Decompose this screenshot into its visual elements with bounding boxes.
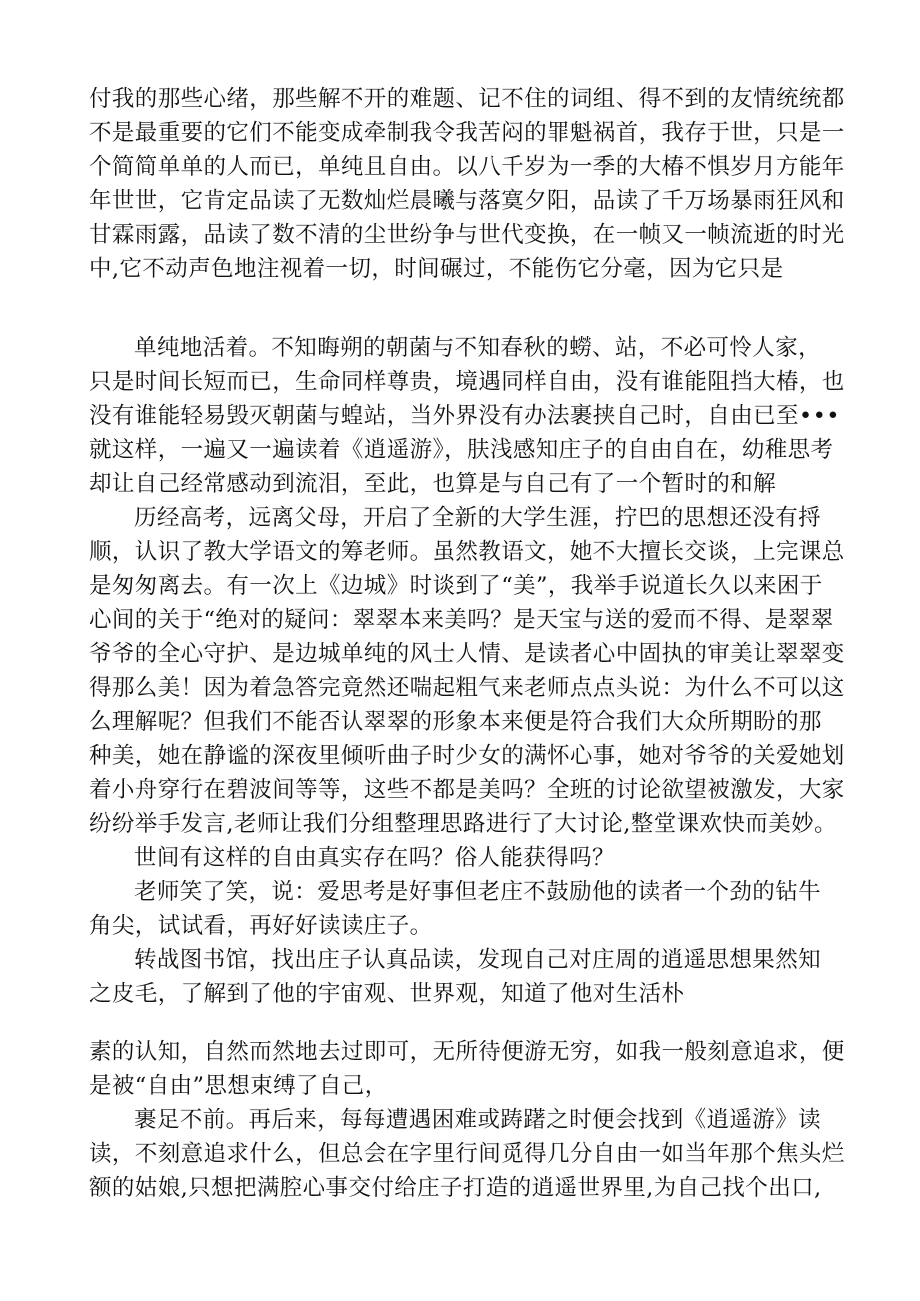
text-line: 是被“自由”思想束缚了自己， [89,1073,388,1099]
text-line: 个简简单单的人而已，单纯且自由。以八千岁为一季的大椿不惧岁月方能年 [89,154,845,180]
text-line: 读，不刻意追求什么，但总会在字里行间觅得几分自由一如当年那个焦头烂 [89,1141,845,1167]
text-line: 素的认知，自然而然地去过即可，无所待便游无穷，如我一般刻意追求，便 [89,1039,845,1065]
text-line: 却让自己经常感动到流泪，至此，也算是与自己有了一个暂时的和解 [89,471,777,497]
text-line: 单纯地活着。不知晦朔的朝菌与不知春秋的蟧、站，不必可怜人家， [134,335,822,361]
text-line: 没有谁能轻易毁灭朝菌与蝗站，当外界没有办法裹挟自己时，自由已至••• [89,403,840,429]
text-line: 是匆匆离去。有一次上《边城》时谈到了“美”，我举手说道长久以来困于 [89,573,823,599]
text-block-3 [89,1035,845,1205]
text-line: 心间的关于“绝对的疑问：翠翠本来美吗？是天宝与送的爱而不得、是翠翠 [89,607,834,633]
text-line: 种美，她在静谧的深夜里倾听曲子时少女的满怀心事，她对爷爷的关爱她划 [89,743,845,769]
text-line: 转战图书馆，找出庄子认真品读，发现自己对庄周的逍遥思想果然知 [134,947,822,973]
text-line: 额的姑娘,只想把满腔心事交付给庄子打造的逍遥世界里,为自己找个出口, [89,1175,822,1201]
text-line: 不是最重要的它们不能变成牵制我令我苦闷的罪魁祸首，我存于世，只是一 [89,120,845,146]
text-block-1 [89,82,845,286]
text-line: 历经高考，远离父母，开启了全新的大学生涯，拧巴的思想还没有捋 [134,505,822,531]
text-line: 得那么美！因为着急答完竟然还喘起粗气来老师点点头说：为什么不可以这 [89,675,845,701]
text-line: 爷爷的全心守护、是边城单纯的风士人情、是读者心中固执的审美让翠翠变 [89,641,845,667]
text-line: 老师笑了笑，说：爱思考是好事但老庄不鼓励他的读者一个劲的钻牛 [134,879,822,905]
text-line: 么理解呢？但我们不能否认翠翠的形象本来便是符合我们大众所期盼的那 [89,709,822,735]
text-block-2 [89,331,845,1011]
text-line: 甘霖雨露，品读了数不清的尘世纷争与世代变换，在一帧又一帧流逝的时光 [89,222,845,248]
text-line: 之皮毛，了解到了他的宇宙观、世界观，知道了他对生活朴 [89,981,685,1007]
text-line: 中,它不动声色地注视着一切，时间碾过，不能伤它分毫，因为它只是 [89,256,784,282]
text-line: 顺，认识了教大学语文的筹老师。虽然教语文，她不大擅长交谈，上完课总 [89,539,845,565]
text-line: 年世世，它肯定品读了无数灿烂晨曦与落寞夕阳，品读了千万场暴雨狂风和 [89,188,845,214]
text-line: 就这样，一遍又一遍读着《逍遥游》，肤浅感知庄子的自由自在，幼稚思考 [89,437,834,463]
text-line: 纷纷举手发言,老师让我们分组整理思路进行了大讨论,整堂课欢快而美妙。 [89,811,837,837]
text-line: 付我的那些心绪，那些解不开的难题、记不住的词组、得不到的友情统统都 [89,86,845,112]
text-line: 裹足不前。再后来，每每遭遇困难或踌躇之时便会找到《逍遥游》读 [134,1107,822,1133]
text-line: 世间有这样的自由真实存在吗？俗人能获得吗？ [134,845,615,871]
text-line: 角尖，试试看，再好好读读庄子。 [89,913,433,939]
text-line: 着小舟穿行在碧波间等等，这些不都是美吗？全班的讨论欲望被激发，大家 [89,777,845,803]
text-line: 只是时间长短而已，生命同样尊贵，境遇同样自由，没有谁能阻挡大椿，也 [89,369,845,395]
